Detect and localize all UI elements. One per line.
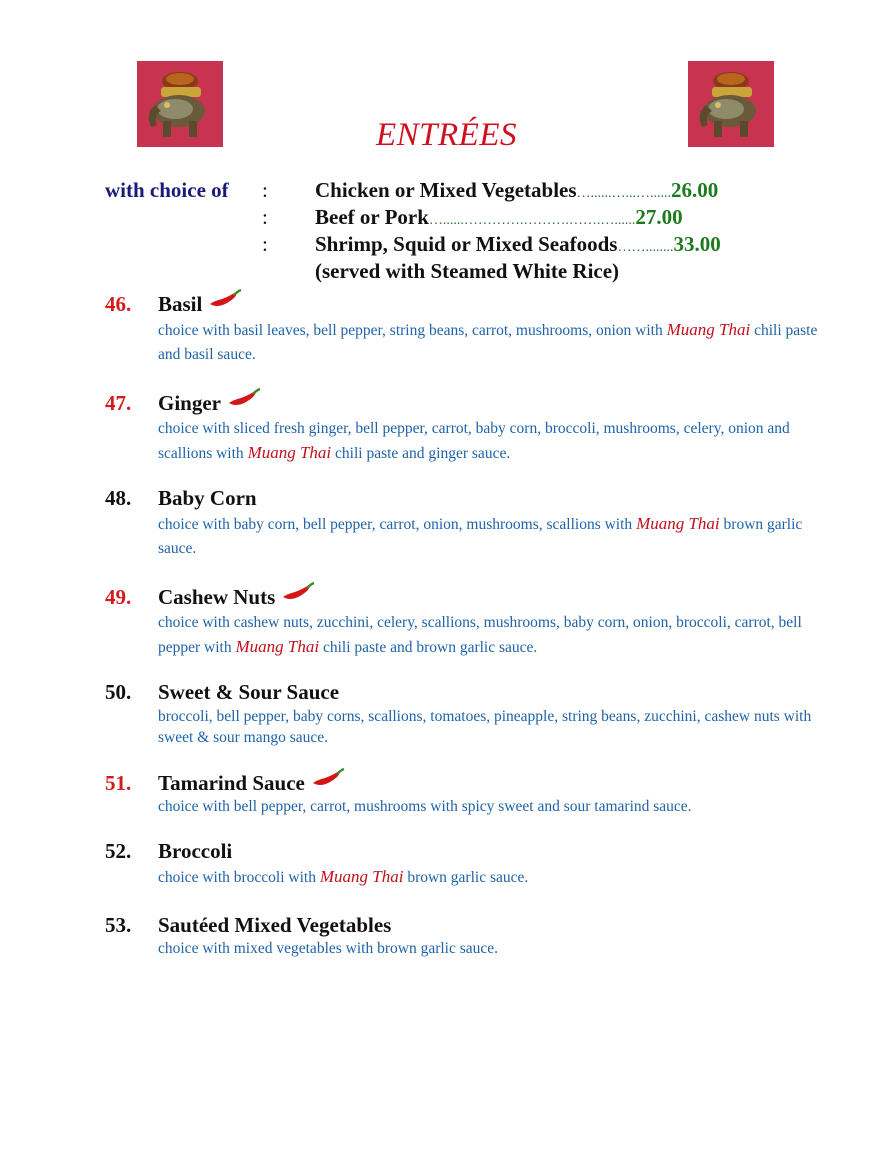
description-text: choice with basil leaves, bell pepper, string beans, carrot, mushrooms, onion with xyxy=(158,322,663,339)
item-name-text: Tamarind Sauce xyxy=(158,771,305,795)
colon: : xyxy=(262,178,268,202)
item-name-text: Broccoli xyxy=(158,839,233,863)
item-number: 52. xyxy=(105,839,132,863)
item-number: 46. xyxy=(105,292,132,316)
description-text: choice with cashew nuts, zucchini, celery, scallions, mushrooms, baby corn, onion, broccoli, carrot, bell pepper with xyxy=(158,614,802,656)
item-name xyxy=(158,839,232,864)
description-text: brown garlic sauce. xyxy=(407,869,529,886)
item-name-text: Sautéed Mixed Vegetables xyxy=(158,913,392,937)
rice-note: (served with Steamed White Rice) xyxy=(315,259,620,283)
item-name xyxy=(158,391,261,419)
option-name: Beef or Pork xyxy=(315,205,429,229)
option-name: Shrimp, Squid or Mixed Seafoods xyxy=(315,232,618,256)
item-name-text: Baby Corn xyxy=(158,486,257,510)
option-price: 33.00 xyxy=(673,232,721,256)
item-name xyxy=(158,680,339,705)
colon: : xyxy=(262,205,268,229)
choice-option xyxy=(315,232,721,257)
item-name-text: Ginger xyxy=(158,391,221,415)
item-description xyxy=(158,512,818,561)
option-price: 26.00 xyxy=(671,178,719,202)
item-description xyxy=(158,417,818,466)
brand-name: Muang Thai xyxy=(319,867,404,886)
description-text: chili paste and ginger sauce. xyxy=(335,445,511,462)
item-description xyxy=(158,611,818,660)
description-text: choice with broccoli with xyxy=(158,869,316,886)
protein-choice-block xyxy=(105,178,785,286)
item-number: 51. xyxy=(105,771,132,795)
item-description xyxy=(158,865,818,890)
brand-name: Muang Thai xyxy=(636,514,720,533)
chili-pepper-icon xyxy=(281,581,315,609)
item-name xyxy=(158,585,315,613)
brand-name: Muang Thai xyxy=(247,443,332,462)
option-price: 27.00 xyxy=(635,205,683,229)
leader-dots: ……........ xyxy=(617,240,674,255)
description-text: choice with sliced fresh ginger, bell pepper, carrot, baby corn, broccoli, mushrooms, celery, onion and scallions with xyxy=(158,420,790,462)
item-description xyxy=(158,795,818,819)
item-name xyxy=(158,292,242,320)
item-name xyxy=(158,913,391,938)
choice-option xyxy=(315,178,718,203)
item-name-text: Sweet & Sour Sauce xyxy=(158,680,340,704)
chili-pepper-icon xyxy=(311,767,345,795)
description-text: choice with bell pepper, carrot, mushrooms with spicy sweet and sour tamarind sauce. xyxy=(158,798,692,815)
description-text: chili paste and brown garlic sauce. xyxy=(322,639,538,656)
choice-row xyxy=(105,205,785,232)
choice-option xyxy=(315,205,683,230)
choice-row xyxy=(105,232,785,259)
item-description xyxy=(158,706,818,748)
brand-name: Muang Thai xyxy=(666,320,751,339)
choice-label: with choice of xyxy=(105,178,229,202)
description-text: choice with baby corn, bell pepper, carrot, onion, mushrooms, scallions with xyxy=(158,516,633,533)
item-name-text: Basil xyxy=(158,292,203,316)
item-description xyxy=(158,937,818,961)
leader-dots: …......…...…...... xyxy=(576,186,672,201)
item-name-text: Cashew Nuts xyxy=(158,585,276,609)
description-text: broccoli, bell pepper, baby corns, scallions, tomatoes, pineapple, string beans, zucchini, cashew nuts with sweet & sour mango sauce. xyxy=(158,708,812,746)
description-text: choice with mixed vegetables with brown garlic sauce. xyxy=(158,940,499,957)
item-number: 53. xyxy=(105,913,132,937)
choice-row xyxy=(105,259,785,286)
item-number: 48. xyxy=(105,486,132,510)
page-title: ENTRÉES xyxy=(376,117,517,153)
colon: : xyxy=(262,232,268,256)
item-number: 49. xyxy=(105,585,132,609)
item-number: 50. xyxy=(105,680,132,704)
chili-pepper-icon xyxy=(227,387,261,415)
chili-pepper-icon xyxy=(208,288,242,316)
option-name: Chicken or Mixed Vegetables xyxy=(315,178,577,202)
description-text: chili paste and basil sauce. xyxy=(158,322,818,363)
brand-name: Muang Thai xyxy=(235,637,320,656)
item-number: 47. xyxy=(105,391,132,415)
leader-dots: …......………….……….…….…...... xyxy=(428,213,636,228)
item-description xyxy=(158,318,818,367)
description-text: brown garlic sauce. xyxy=(158,516,803,557)
choice-row xyxy=(105,178,785,205)
item-name xyxy=(158,486,257,511)
